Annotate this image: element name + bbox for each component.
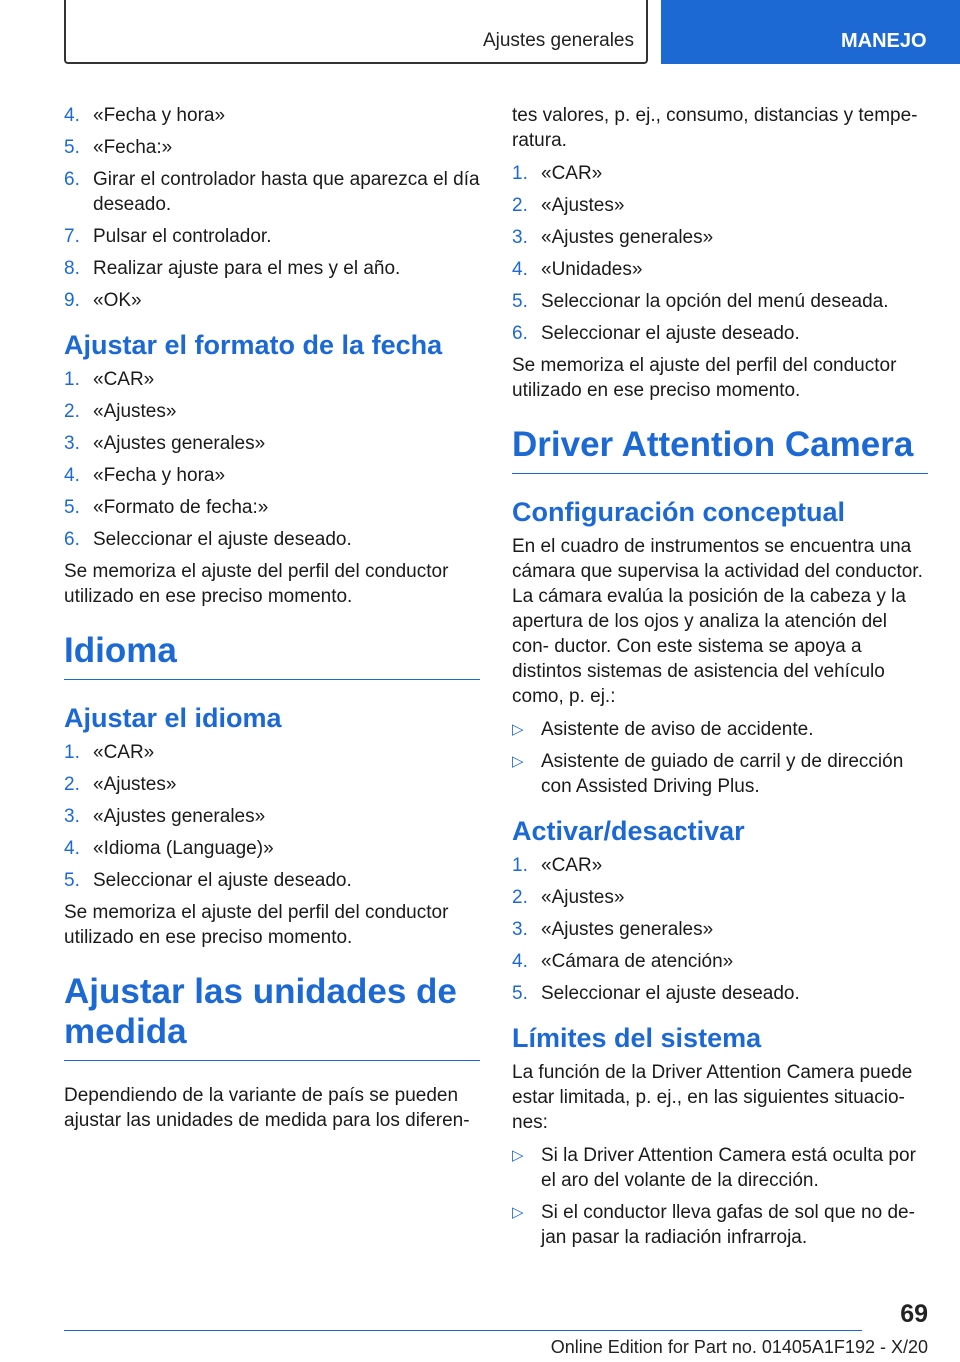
step-number: 1. — [512, 855, 528, 876]
bullet-text: Si el conductor lleva gafas de sol que no de- jan pasar la radiación infrarroja. — [541, 1202, 915, 1248]
heading-idioma: Idioma — [64, 631, 480, 680]
bullets-configuracion — [512, 717, 928, 799]
steps-idioma — [64, 740, 480, 893]
step-number: 2. — [64, 401, 80, 422]
heading-ajustar-idioma: Ajustar el idioma — [64, 703, 282, 733]
step-text: Seleccionar el ajuste deseado. — [541, 983, 800, 1004]
footer-rule — [64, 1330, 862, 1331]
list-item — [64, 367, 480, 392]
list-item — [64, 224, 480, 249]
para-configuracion: En el cuadro de instrumentos se encuentra una cámara que supervisa la actividad del conductor. La cámara evalúa la posición de la cabeza y la apertura de los ojos y analiza la atención del con- ductor. Con este sistema se apoya a distintos sistemas de asistencia del vehículo como, p. ej.: — [512, 536, 923, 707]
steps-fecha — [64, 103, 480, 313]
step-number: 2. — [64, 774, 80, 795]
steps-activar — [512, 853, 928, 1006]
list-item — [64, 135, 480, 160]
heading-limites: Límites del sistema — [512, 1023, 762, 1053]
list-item — [64, 463, 480, 488]
step-number: 1. — [64, 742, 80, 763]
step-text: «Ajustes generales» — [93, 806, 266, 827]
step-text: «CAR» — [541, 163, 603, 184]
triangle-bullet-icon: ▷ — [512, 753, 524, 770]
step-number: 8. — [64, 258, 80, 279]
list-item — [512, 981, 928, 1006]
step-number: 4. — [512, 259, 528, 280]
step-text: «Ajustes» — [541, 195, 625, 216]
step-text: Girar el controlador hasta que aparezca el día deseado. — [93, 169, 480, 215]
list-item — [64, 399, 480, 424]
heading-unidades: Ajustar las unidades de medida — [64, 972, 480, 1061]
step-number: 6. — [512, 323, 528, 344]
list-item — [64, 804, 480, 829]
step-number: 4. — [512, 951, 528, 972]
step-number: 9. — [64, 290, 80, 311]
step-number: 6. — [64, 169, 80, 190]
triangle-bullet-icon: ▷ — [512, 1204, 524, 1221]
step-number: 3. — [512, 919, 528, 940]
step-number: 4. — [64, 838, 80, 859]
list-item — [64, 495, 480, 520]
step-text: «Ajustes» — [541, 887, 625, 908]
step-number: 7. — [64, 226, 80, 247]
step-text: Seleccionar el ajuste deseado. — [93, 870, 352, 891]
step-text: «Ajustes» — [93, 401, 177, 422]
step-text: Seleccionar la opción del menú deseada. — [541, 291, 889, 312]
step-number: 4. — [64, 465, 80, 486]
list-item — [64, 740, 480, 765]
triangle-bullet-icon: ▷ — [512, 721, 524, 738]
step-text: Seleccionar el ajuste deseado. — [93, 529, 352, 550]
step-number: 2. — [512, 887, 528, 908]
list-item — [512, 1143, 928, 1193]
heading-driver-attention-camera: Driver Attention Camera — [512, 425, 928, 474]
right-column — [512, 103, 928, 1257]
bullet-text: Asistente de aviso de accidente. — [541, 719, 814, 740]
list-item — [64, 167, 480, 217]
step-text: «Fecha:» — [93, 137, 173, 158]
list-item — [64, 431, 480, 456]
list-item — [512, 885, 928, 910]
list-item — [512, 1200, 928, 1250]
step-text: «Ajustes generales» — [541, 227, 714, 248]
heading-configuracion: Configuración conceptual — [512, 497, 846, 527]
step-number: 5. — [64, 870, 80, 891]
list-item — [512, 949, 928, 974]
para-limites: La función de la Driver Attention Camera puede estar limitada, p. ej., en las siguientes situacio- nes: — [512, 1062, 913, 1133]
chapter-title: MANEJO — [841, 30, 927, 52]
edition-note: Online Edition for Part no. 01405A1F192 - X/20 — [550, 1337, 928, 1357]
step-number: 5. — [64, 137, 80, 158]
list-item — [64, 288, 480, 313]
bullets-limites — [512, 1143, 928, 1250]
list-item — [64, 527, 480, 552]
section-title: Ajustes generales — [482, 30, 634, 51]
note-idioma: Se memoriza el ajuste del perfil del conductor utilizado en ese preciso momento. — [64, 902, 449, 948]
step-text: «Fecha y hora» — [93, 105, 226, 126]
list-item — [512, 257, 928, 282]
list-item — [512, 225, 928, 250]
triangle-bullet-icon: ▷ — [512, 1147, 524, 1164]
step-text: Pulsar el controlador. — [93, 226, 272, 247]
step-number: 3. — [64, 806, 80, 827]
step-number: 2. — [512, 195, 528, 216]
bullet-text: Asistente de guiado de carril y de dirección con Assisted Driving Plus. — [541, 751, 904, 797]
running-header-box — [64, 0, 648, 64]
list-item — [64, 772, 480, 797]
heading-activar: Activar/desactivar — [512, 816, 745, 846]
step-text: «Unidades» — [541, 259, 643, 280]
list-item — [64, 103, 480, 128]
steps-unidades — [512, 161, 928, 346]
heading-formato-fecha: Ajustar el formato de la fecha — [64, 330, 443, 360]
step-text: «Ajustes» — [93, 774, 177, 795]
step-text: «Ajustes generales» — [93, 433, 266, 454]
step-number: 6. — [64, 529, 80, 550]
para-unidades-cont: tes valores, p. ej., consumo, distancias y tempe- ratura. — [512, 105, 918, 151]
chapter-tab — [661, 0, 960, 64]
list-item — [512, 917, 928, 942]
step-number: 4. — [64, 105, 80, 126]
step-number: 5. — [512, 983, 528, 1004]
note-unidades: Se memoriza el ajuste del perfil del conductor utilizado en ese preciso momento. — [512, 355, 897, 401]
step-text: «Fecha y hora» — [93, 465, 226, 486]
list-item — [512, 717, 928, 742]
list-item — [512, 853, 928, 878]
list-item — [512, 161, 928, 186]
step-number: 3. — [512, 227, 528, 248]
step-text: «Cámara de atención» — [541, 951, 734, 972]
step-text: «Idioma (Language)» — [93, 838, 274, 859]
list-item — [512, 321, 928, 346]
list-item — [512, 193, 928, 218]
step-number: 5. — [64, 497, 80, 518]
list-item — [64, 256, 480, 281]
step-number: 3. — [64, 433, 80, 454]
bullet-text: Si la Driver Attention Camera está oculta por el aro del volante de la dirección. — [541, 1145, 916, 1191]
step-text: «CAR» — [93, 369, 155, 390]
para-unidades: Dependiendo de la variante de país se pueden ajustar las unidades de medida para los diferen- — [64, 1085, 470, 1131]
step-text: «OK» — [93, 290, 142, 311]
steps-formato — [64, 367, 480, 552]
step-number: 5. — [512, 291, 528, 312]
list-item — [64, 836, 480, 861]
step-text: «CAR» — [541, 855, 603, 876]
note-formato: Se memoriza el ajuste del perfil del conductor utilizado en ese preciso momento. — [64, 561, 449, 607]
step-text: Seleccionar el ajuste deseado. — [541, 323, 800, 344]
step-text: «Ajustes generales» — [541, 919, 714, 940]
list-item — [64, 868, 480, 893]
step-number: 1. — [64, 369, 80, 390]
left-column — [64, 103, 480, 1141]
list-item — [512, 289, 928, 314]
step-number: 1. — [512, 163, 528, 184]
step-text: Realizar ajuste para el mes y el año. — [93, 258, 401, 279]
page-number: 69 — [900, 1300, 928, 1328]
step-text: «CAR» — [93, 742, 155, 763]
step-text: «Formato de fecha:» — [93, 497, 269, 518]
list-item — [512, 749, 928, 799]
